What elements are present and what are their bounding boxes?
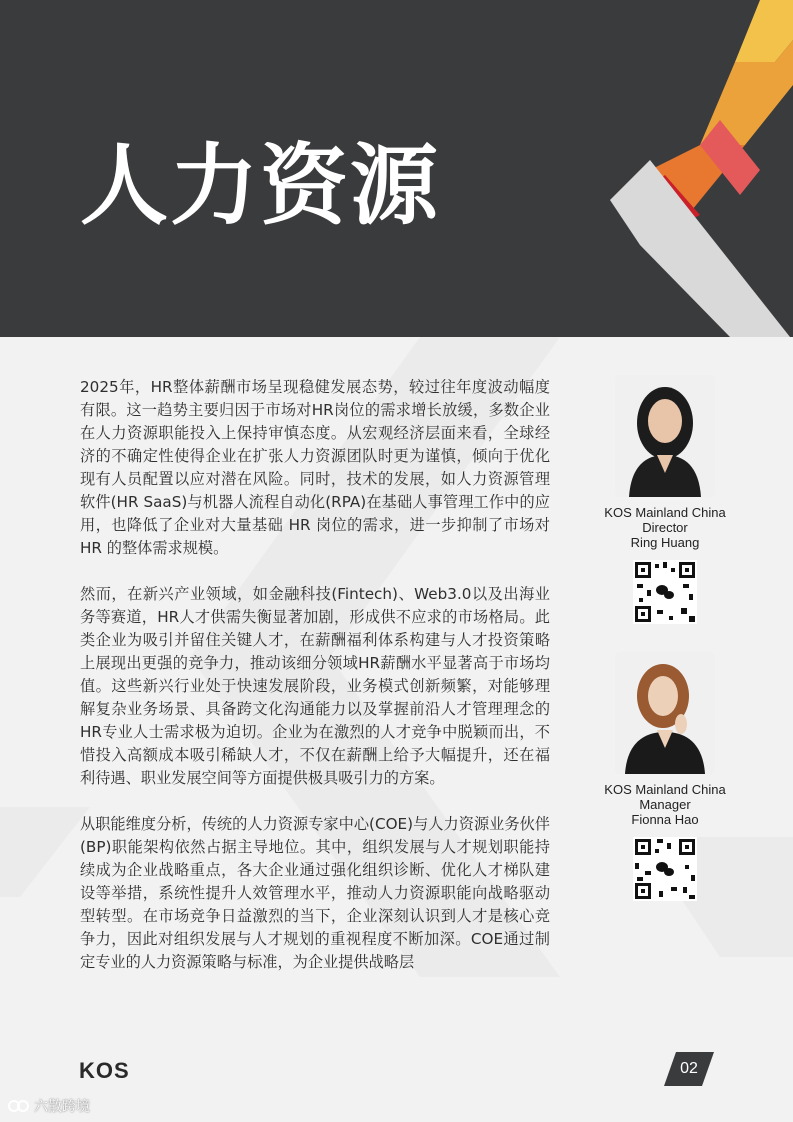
contact-title: Manager bbox=[639, 797, 691, 812]
wechat-qr-code-icon bbox=[633, 560, 697, 624]
paragraph: 2025年，HR整体薪酬市场呈现稳健发展态势，较过往年度波动幅度有限。这一趋势主要归因于市场对HR岗位的需求增长放缓，多数企业在人力资源职能投入上保持审慎态度。从宏观经济层面来看，全球经济的不确定性使得企业在扩张人力资源团队时更为谨慎，倾向于优化现有人员配置以应对潜在风险。同时，技术的发展，如人力资源管理软件(HR SaaS)与机器人流程自动化(RPA)在基础人事管理工作中的应用，也降低了企业对大量基础 HR 岗位的需求，进一步抑制了市场对 HR 的整体需求规模。 bbox=[80, 378, 550, 557]
watermark-logo-icon bbox=[8, 1099, 30, 1113]
kos-logo: KOS bbox=[79, 1058, 130, 1083]
watermark-badge bbox=[8, 1096, 90, 1116]
watermark-text: 六散跨境 bbox=[34, 1099, 90, 1115]
avatar bbox=[615, 652, 715, 774]
contact-company: KOS Mainland China bbox=[604, 782, 726, 797]
header-banner bbox=[0, 0, 793, 337]
paragraph: 从职能维度分析，传统的人力资源专家中心(COE)与人力资源业务伙伴(BP)职能架构依然占据主导地位。其中，组织发展与人才规划职能持续成为企业战略重点，各大企业通过强化组织诊断、优化人才梯队建设等举措，系统性提升人效管理水平，推动人力资源职能向战略驱动型转型。在市场竞争日益激烈的当下，企业深刻认识到人才是核心竞争力，因此对组织发展与人才规划的重视程度不断加深。COE通过制定专业的人力资源策略与标准，为企业提供战略层 bbox=[80, 815, 550, 971]
page-title: 人力资源 bbox=[80, 134, 441, 237]
wechat-qr-code-icon bbox=[633, 837, 697, 901]
avatar bbox=[615, 375, 715, 497]
contact-name: Ring Huang bbox=[630, 535, 700, 550]
contact-title: Director bbox=[642, 520, 688, 535]
page-number: 02 bbox=[680, 1060, 698, 1077]
paragraph: 然而，在新兴产业领域，如金融科技(Fintech)、Web3.0以及出海业务等赛道，HR人才供需失衡显著加剧，形成供不应求的市场格局。此类企业为吸引并留住关键人才，在薪酬福利体系构建与人才投资策略上展现出更强的竞争力，推动该细分领域HR薪酬水平显著高于市场均值。这些新兴行业处于快速发展阶段，业务模式创新频繁，对能够理解复杂业务场景、具备跨文化沟通能力以及掌握前沿人才管理理念的HR专业人士需求极为迫切。企业为在激烈的人才竞争中脱颖而出，不惜投入高额成本吸引稀缺人才，不仅在薪酬上给予大幅提升，还在福利待遇、职业发展空间等方面提供极具吸引力的方案。 bbox=[80, 585, 550, 787]
body-text bbox=[80, 376, 550, 997]
contact-card bbox=[590, 375, 740, 627]
contact-name: Fionna Hao bbox=[631, 812, 699, 827]
contact-card bbox=[590, 652, 740, 904]
page-number-badge bbox=[664, 1052, 714, 1086]
contact-company: KOS Mainland China bbox=[604, 505, 726, 520]
